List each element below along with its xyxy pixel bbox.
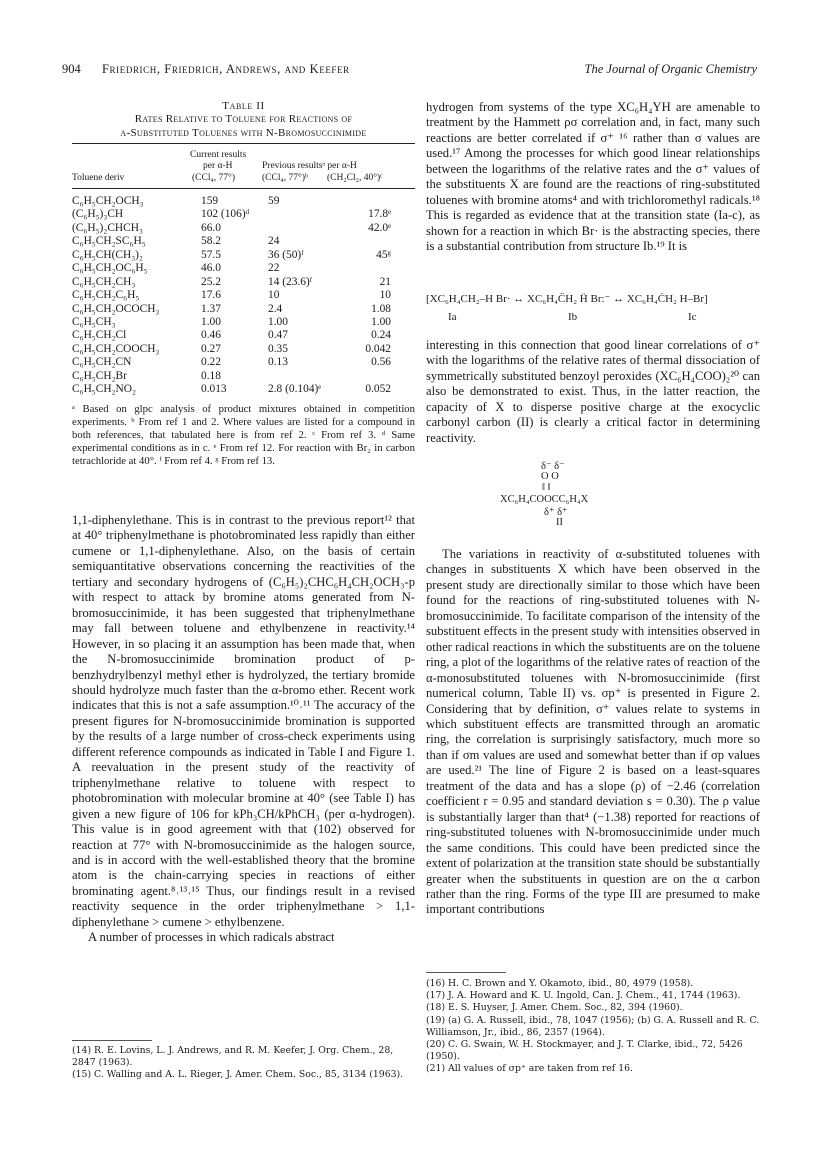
table-header-rule [72, 188, 415, 189]
header-cond-previous: (CCl₄, 77°)ᵇ [262, 173, 308, 183]
structure-ii [500, 460, 660, 534]
footnote-entry: (18) E. S. Huyser, J. Amer. Chem. Soc., 82, 394 (1960). [426, 1002, 683, 1014]
cell-toluene-deriv: C₆H₅CH₂Cl [72, 329, 127, 342]
right-paragraph-1: hydrogen from systems of the type XC₆H₄YH are amenable to treatment by the Hammett ρσ correlation and, in fact, many such reactions are better correlated if σ⁺ ¹⁶ rather than σ values are used.¹⁷ Among the processes for which good linear relationships between the logarithms of the relative rates and the σ⁺ values of the substituents X are found are the reactions of ring-substituted toluenes with bromine atoms⁴ and with trichloromethyl radicals.¹⁸ This is regarded as evidence that at the transition state (Ia-c), as shown for a reaction in which Br· is the abstracting species, there is a substantial contribution from structure Ib.¹⁹ It is [426, 100, 760, 254]
cell-current-result: 25.2 [201, 275, 221, 288]
cell-current-result: 0.18 [201, 369, 221, 382]
footnote-rule-right [426, 972, 506, 973]
footnote-entry: (16) H. C. Brown and Y. Okamoto, ibid., 80, 4979 (1958). [426, 978, 694, 989]
header-cond-ch2cl2: (CH₂Cl₂, 40°)ᶜ [327, 173, 383, 183]
struct-label-ii: II [556, 517, 563, 528]
header-cond-current: (CCl₄, 77°) [192, 173, 236, 183]
cell-toluene-deriv: C₆H₅CH₂OC₆H₅ [72, 262, 148, 275]
cell-current-result: 17.6 [201, 289, 221, 302]
left-paragraph-2: A number of processes in which radicals abstract [88, 930, 335, 945]
cell-current-result: 57.5 [201, 248, 221, 261]
cell-previous-result: 1.00 [268, 315, 288, 328]
cell-current-result: 0.013 [201, 383, 227, 396]
cell-toluene-deriv: C₆H₅CH₂Br [72, 369, 127, 382]
right-column-para-2 [426, 338, 760, 446]
footnotes-left [72, 1045, 415, 1082]
cell-ch2cl2-result: 0.052 [365, 383, 391, 396]
table-row [72, 303, 415, 316]
cell-ch2cl2-result: 0.56 [371, 356, 391, 369]
cell-previous-result: 36 (50)ᶠ [268, 248, 304, 261]
footnote-entry: (15) C. Walling and A. L. Rieger, J. Amer. Chem. Soc., 85, 3134 (1963). [72, 1069, 404, 1081]
footnotes-right [426, 978, 760, 1076]
table-row [72, 276, 415, 289]
right-paragraph-2: interesting in this connection that good linear correlations of σ⁺ with the logarithms of the relative rates of thermal dissociation of symmetrically substituted benzoyl peroxides (XC₆H₄COO)₂²⁰ can also be demonstrated to exist. Thus, in the latter reaction, the capacity of X to disperse positive charge at the exocyclic carbonyl carbon (II) is clearly a critical factor in determining reactivity. [426, 338, 760, 445]
struct-delta-plus: δ⁺ δ⁺ [544, 507, 568, 518]
cell-current-result: 1.37 [201, 302, 221, 315]
footnote-entry: (19) (a) G. A. Russell, ibid., 78, 1047 (1956); (b) G. A. Russell and R. C. Williamson, Jr., ibid., 86, 2357 (1964). [426, 1014, 760, 1038]
cell-ch2cl2-result: 21 [379, 275, 391, 288]
cell-current-result: 66.0 [201, 221, 221, 234]
cell-current-result: 1.00 [201, 315, 221, 328]
cell-current-result: 0.27 [201, 342, 221, 355]
cell-toluene-deriv: C₆H₅CH(CH₃)₂ [72, 248, 143, 261]
table-row [72, 289, 415, 302]
cell-ch2cl2-result: 0.042 [365, 342, 391, 355]
cell-toluene-deriv: C₆H₅CH₂COOCH₃ [72, 342, 160, 355]
table-row [72, 195, 415, 208]
cell-current-result: 102 (106)ᵈ [201, 208, 250, 221]
cell-previous-result: 59 [268, 195, 280, 207]
cell-current-result: 0.22 [201, 356, 221, 369]
cell-ch2cl2-result: 1.00 [371, 315, 391, 328]
footnote-entry: (17) J. A. Howard and K. U. Ingold, Can. J. Chem., 41, 1744 (1963). [426, 990, 741, 1002]
table-caption-line-1: Rates Relative to Toluene for Reactions of [134, 113, 353, 125]
table-top-rule [72, 143, 415, 144]
equation-line: [XC₆H₄CH₂–H Br· ↔ XC₆H₄C̈H₂ Ḧ Br:⁻ ↔ XC₆H₄ĊH₂ H–Br] [426, 293, 708, 305]
struct-oxygens: O O [541, 471, 559, 482]
table-row [72, 370, 415, 383]
header-toluene-deriv: Toluene deriv [72, 173, 125, 183]
table-row [72, 356, 415, 369]
table-row [72, 316, 415, 329]
cell-current-result: 58.2 [201, 235, 221, 248]
struct-double-bonds: ‖ ‖ [542, 482, 551, 493]
cell-ch2cl2-result: 10 [379, 289, 391, 302]
table-row [72, 383, 415, 396]
table-row [72, 208, 415, 221]
cell-previous-result: 22 [268, 262, 280, 275]
table-caption-line-2: α-Substituted Toluenes with N-Bromosuccinimide [120, 127, 367, 139]
table-footnotes: ᵃ Based on glpc analysis of product mixtures obtained in competition experiments. ᵇ From ref 1 and 2. Where values are listed for a compound in both references, that tabulated here is from ref 2. ᶜ From ref 3. ᵈ Same experimental conditions as in c. ᵉ From ref 12. For reaction with Br₂ in carbon tetrachloride at 40°. ᶠ From ref 4. ᵍ From ref 13. [72, 402, 415, 468]
right-column-para-1 [426, 100, 760, 255]
cell-ch2cl2-result: 0.24 [371, 329, 391, 342]
table-row [72, 249, 415, 262]
cell-toluene-deriv: C₆H₅CH₂NO₂ [72, 383, 136, 396]
cell-toluene-deriv: C₆H₅CH₂OCOCH₃ [72, 302, 160, 315]
footnote-rule-left [72, 1040, 152, 1041]
table-row [72, 235, 415, 248]
cell-previous-result: 2.8 (0.104)ᵉ [268, 383, 322, 396]
table-row [72, 262, 415, 275]
table-row [72, 222, 415, 235]
cell-current-result: 159 [201, 195, 219, 207]
table-ii [72, 100, 415, 469]
cell-current-result: 46.0 [201, 262, 221, 275]
cell-previous-result: 0.35 [268, 342, 288, 355]
cell-previous-result: 0.47 [268, 329, 288, 342]
equation-label-ic: Ic [688, 311, 697, 323]
left-paragraph-1: 1,1-diphenylethane. This is in contrast to the previous report¹² that at 40° triphenylmethane is photobrominated less rapidly than either cumene or 1,1-diphenylethane. Also, on the basis of certain semiquantitative observations concerning the reactivities of the tertiary and secondary hydrogens of (C₆H₅)₂CHC₆H₄CH₂OCH₃-p with respect to attack by bromine atoms generated from N-bromosuccinimide, it has been suggested that triphenylmethane may fall between toluene and ethylbenzene in reactivity.¹⁴ However, in so placing it an assumption has been made that, when the N-bromosuccinimide bromination product of p-benzhydrylbenzyl methyl ether is hydrolyzed, the tertiary bromide should hydrolyze much faster than the α-bromo ether. Recent work indicates that this is not a safe assumption.¹⁰˒¹¹ The accuracy of the present figures for N-bromosuccinimide bromination is supported by the results of a large number of cross-check experiments using different reference compounds as indicated in Table I and Figure 1. A reevaluation in the present study of the reactivity of triphenylmethane relative to toluene with respect to photobromination with molecular bromine at 40° (see Table I) has given a new figure of 106 for kPh₃CH/kPhCH₃ (per α-hydrogen). This value is in good agreement with that (102) observed for reaction at 77° with N-bromosuccinimide as the halogen source, and is in accord with the well-established theory that the bromine atom is the chain-carrying species in reactions of either brominating agent.⁸˒¹³˒¹⁵ Thus, our findings result in a revised reactivity sequence in the order triphenylmethane > 1,1-diphenylethane > cumene > ethylbenzene. [72, 513, 415, 929]
header-previous-results: Previous resultsᵃ per α-H [262, 161, 357, 171]
cell-previous-result: 14 (23.6)ᶠ [268, 275, 313, 288]
right-column-para-3 [426, 547, 760, 918]
cell-toluene-deriv: (C₆H₅)₃CH [72, 208, 124, 221]
cell-toluene-deriv: (C₆H₅)₂CHCH₃ [72, 221, 143, 234]
running-head-authors: Friedrich, Friedrich, Andrews, and Keefer [102, 62, 350, 76]
running-head [62, 62, 757, 82]
journal-title: The Journal of Organic Chemistry [584, 62, 757, 76]
cell-previous-result: 0.13 [268, 356, 288, 369]
cell-toluene-deriv: C₆H₅CH₂CH₃ [72, 275, 136, 288]
table-title: Table II [222, 100, 265, 112]
footnote-entry: (14) R. E. Lovins, L. J. Andrews, and R. M. Keefer, J. Org. Chem., 28, 2847 (1963). [72, 1045, 394, 1069]
cell-current-result: 0.46 [201, 329, 221, 342]
page-number: 904 [62, 62, 81, 76]
left-column-text [72, 513, 415, 946]
struct-delta-minus: δ⁻ δ⁻ [541, 461, 565, 472]
right-paragraph-3: The variations in reactivity of α-substituted toluenes with changes in substituents X which have been observed in the present study are directionally similar to those which have been found for the reactions of ring-substituted toluenes with N-bromosuccinimide. To facilitate comparison of the intensity of the substituent effects in the present study with intensities observed in other radical reactions in which the substituents are on the toluene ring, a plot of the logarithms of the relative rates of reaction of the α-monosubstituted toluenes with N-bromosuccinimide (first numerical column, Table II) vs. σp⁺ is presented in Figure 2. Considering that by definition, σ⁺ values relate to systems in which substituent effects are transmitted through an aromatic ring, the correlation is surprisingly satisfactory, much more so than if σm values are used and somewhat better than if σp values are used.²¹ The line of Figure 2 is based on a least-squares treatment of the data and has a slope (ρ) of −2.46 (correlation coefficient r = 0.95 and standard deviation s = 0.30). The ρ value is substantially larger than that⁴ (−1.38) reported for reactions of ring-substituted toluenes with N-bromosuccinimide under much the same conditions. This could have been predicted since the extent of polarization at the transition state should be substantially greater when the substituents in question are on the α carbon rather than the ring. Forms of the type III are presumed to make important contributions [426, 547, 761, 917]
footnote-entry: (21) All values of σp⁺ are taken from ref 16. [426, 1063, 633, 1075]
cell-ch2cl2-result: 45ᵍ [376, 248, 391, 261]
equation-label-ia: Ia [448, 311, 457, 323]
cell-previous-result: 24 [268, 235, 280, 248]
footnote-entry: (20) C. G. Swain, W. H. Stockmayer, and J. T. Clarke, ibid., 72, 5426 (1950). [426, 1039, 743, 1063]
table-body [72, 195, 415, 397]
table-row [72, 329, 415, 342]
cell-toluene-deriv: C₆H₅CH₂OCH₃ [72, 195, 144, 207]
cell-previous-result: 2.4 [268, 302, 283, 315]
header-current-results: Current results [190, 150, 247, 160]
cell-ch2cl2-result: 1.08 [371, 302, 391, 315]
cell-toluene-deriv: C₆H₅CH₂C₆H₅ [72, 289, 140, 302]
cell-ch2cl2-result: 42.0ᵉ [368, 221, 391, 234]
cell-ch2cl2-result: 17.8ᵉ [368, 208, 391, 221]
cell-toluene-deriv: C₆H₅CH₂CN [72, 356, 132, 369]
cell-previous-result: 10 [268, 289, 280, 302]
header-per-alpha-h: per α-H [203, 161, 233, 171]
cell-toluene-deriv: C₆H₅CH₂SC₆H₅ [72, 235, 146, 248]
struct-main-formula: XC₆H₄COOCC₆H₄X [500, 494, 589, 505]
equation-label-ib: Ib [568, 311, 578, 323]
table-row [72, 343, 415, 356]
transition-state-equation [426, 292, 760, 338]
table-header [72, 148, 415, 188]
cell-toluene-deriv: C₆H₅CH₃ [72, 315, 116, 328]
